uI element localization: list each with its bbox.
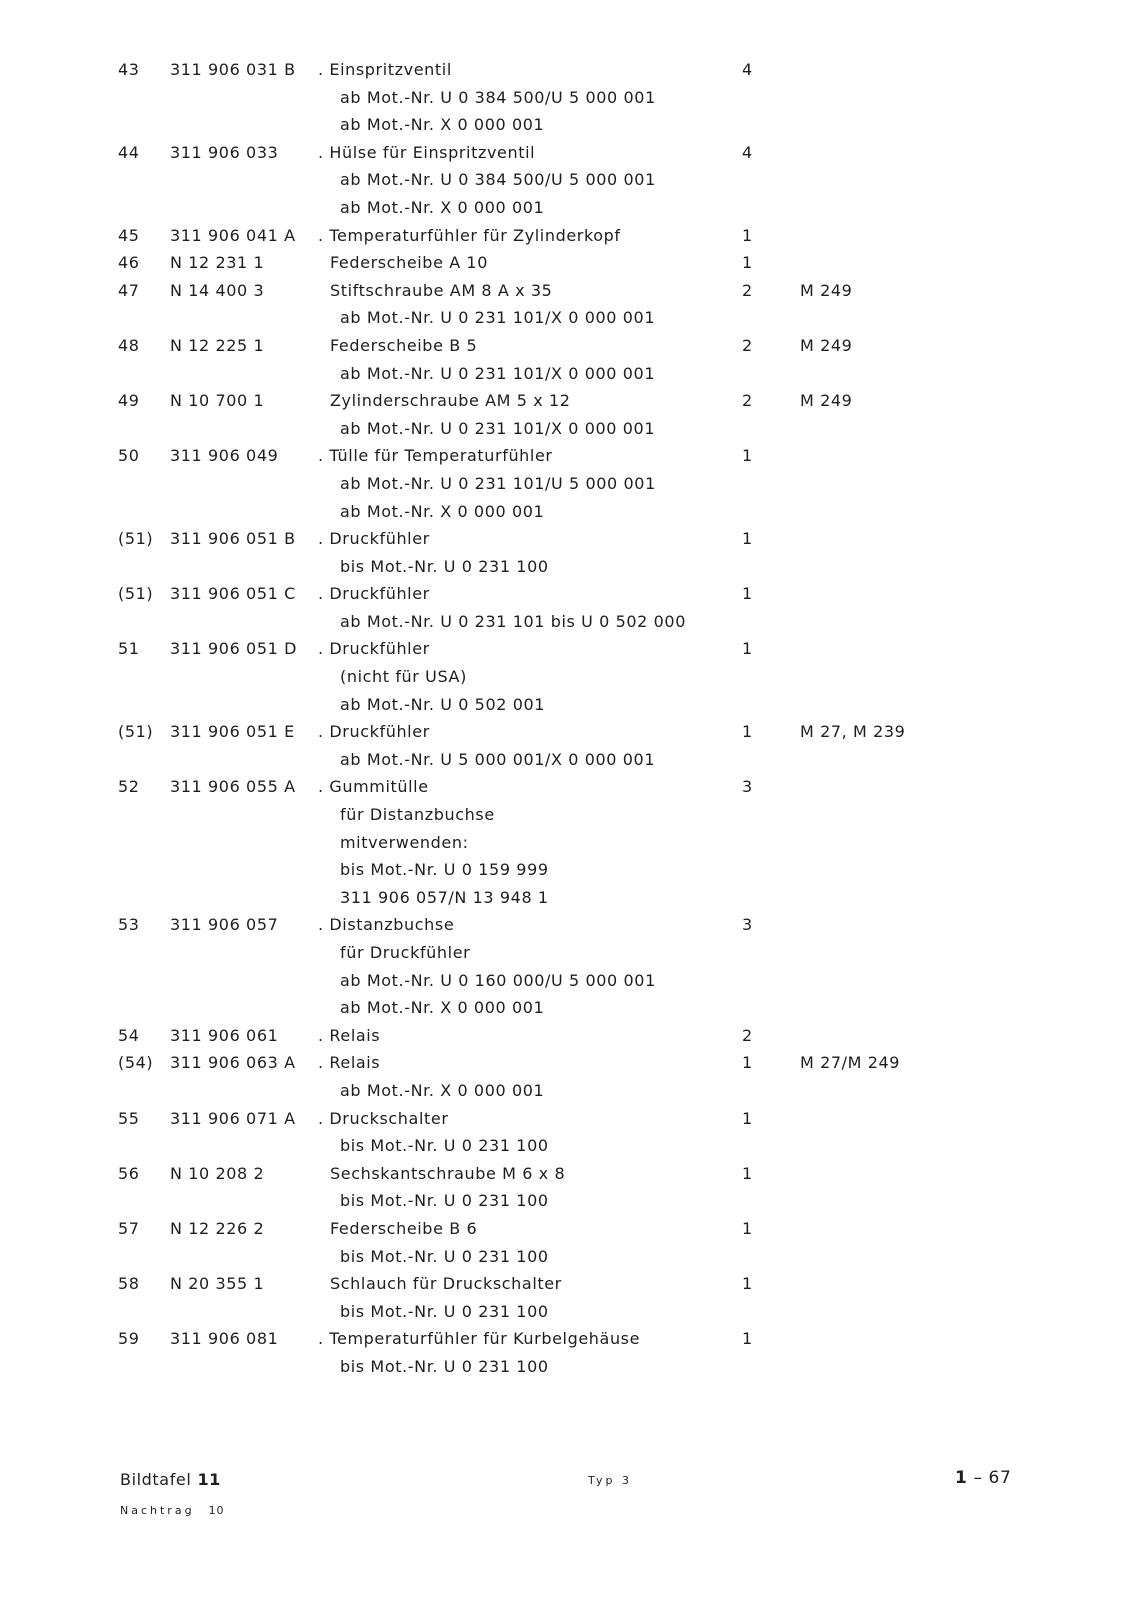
part-note: ab Mot.-Nr. X 0 000 001 bbox=[340, 998, 545, 1018]
supplement-label-text: Nachtrag bbox=[120, 1504, 195, 1517]
part-remark: M 249 bbox=[800, 280, 853, 300]
part-position: 48 bbox=[118, 335, 140, 355]
part-note: ab Mot.-Nr. U 5 000 001/X 0 000 001 bbox=[340, 749, 656, 769]
part-number: N 20 355 1 bbox=[170, 1274, 265, 1294]
part-number: N 10 700 1 bbox=[170, 391, 265, 411]
part-position: (51) bbox=[118, 529, 154, 549]
part-number: 311 906 049 bbox=[170, 446, 279, 466]
part-note: ab Mot.-Nr. X 0 000 001 bbox=[340, 197, 545, 217]
part-note: für Druckfühler bbox=[340, 943, 471, 962]
part-note: ab Mot.-Nr. U 0 502 001 bbox=[340, 694, 546, 714]
part-number: 311 906 051 B bbox=[170, 529, 296, 549]
part-sub-line bbox=[0, 194, 1139, 222]
part-remark: M 249 bbox=[800, 391, 853, 411]
part-note: (nicht für USA) bbox=[340, 667, 467, 687]
part-number: 311 906 063 A bbox=[170, 1053, 296, 1073]
part-quantity: 1 bbox=[742, 1274, 753, 1294]
part-remark: M 249 bbox=[800, 335, 853, 355]
part-description: . Tülle für Temperaturfühler bbox=[318, 446, 553, 466]
part-quantity: 4 bbox=[742, 60, 753, 79]
part-quantity: 1 bbox=[742, 1329, 753, 1349]
part-sub-line bbox=[0, 994, 1139, 1022]
part-position: 55 bbox=[118, 1108, 140, 1128]
part-row bbox=[0, 332, 1139, 360]
part-sub-line bbox=[0, 415, 1139, 443]
part-sub-line bbox=[0, 1243, 1139, 1271]
part-note: ab Mot.-Nr. U 0 231 101/U 5 000 001 bbox=[340, 473, 656, 493]
part-number: 311 906 055 A bbox=[170, 777, 296, 797]
part-row bbox=[0, 525, 1139, 553]
part-number: 311 906 051 C bbox=[170, 584, 296, 604]
part-note: ab Mot.-Nr. X 0 000 001 bbox=[340, 115, 545, 135]
part-row bbox=[0, 1105, 1139, 1133]
part-quantity: 1 bbox=[742, 446, 753, 466]
part-note: mitverwenden: bbox=[340, 832, 469, 852]
part-number: 311 906 057 bbox=[170, 915, 279, 935]
part-sub-line bbox=[0, 360, 1139, 388]
part-description: . Einspritzventil bbox=[318, 60, 452, 79]
part-description: Federscheibe B 6 bbox=[330, 1218, 478, 1238]
part-note: 311 906 057/N 13 948 1 bbox=[340, 887, 549, 907]
part-row bbox=[0, 1215, 1139, 1243]
part-note: ab Mot.-Nr. U 0 231 101/X 0 000 001 bbox=[340, 363, 656, 383]
part-remark: M 27/M 249 bbox=[800, 1053, 901, 1073]
part-description: . Distanzbuchse bbox=[318, 915, 455, 935]
part-sub-line bbox=[0, 939, 1139, 967]
part-position: (51) bbox=[118, 584, 154, 604]
part-sub-line bbox=[0, 691, 1139, 719]
part-position: (54) bbox=[118, 1053, 154, 1073]
part-row bbox=[0, 139, 1139, 167]
part-row bbox=[0, 249, 1139, 277]
part-sub-line bbox=[0, 967, 1139, 995]
part-quantity: 4 bbox=[742, 142, 753, 162]
part-sub-line bbox=[0, 856, 1139, 884]
part-row bbox=[0, 277, 1139, 305]
part-row bbox=[0, 1160, 1139, 1188]
part-sub-line bbox=[0, 829, 1139, 857]
part-number: 311 906 061 bbox=[170, 1025, 279, 1045]
part-position: 56 bbox=[118, 1163, 140, 1183]
part-row bbox=[0, 1049, 1139, 1077]
part-quantity: 1 bbox=[742, 1163, 753, 1183]
part-quantity: 1 bbox=[742, 253, 753, 273]
part-number: 311 906 051 E bbox=[170, 722, 295, 742]
part-note: ab Mot.-Nr. X 0 000 001 bbox=[340, 501, 545, 521]
part-description: . Druckfühler bbox=[318, 639, 430, 659]
part-position: (51) bbox=[118, 722, 154, 742]
part-quantity: 2 bbox=[742, 1025, 753, 1045]
part-note: ab Mot.-Nr. U 0 384 500/U 5 000 001 bbox=[340, 87, 656, 107]
part-note: ab Mot.-Nr. U 0 231 101 bis U 0 502 000 bbox=[340, 611, 686, 631]
part-sub-line bbox=[0, 1353, 1139, 1381]
part-position: 54 bbox=[118, 1025, 140, 1045]
part-sub-line bbox=[0, 304, 1139, 332]
part-number: N 12 226 2 bbox=[170, 1218, 265, 1238]
part-note: für Distanzbuchse bbox=[340, 805, 495, 825]
part-row bbox=[0, 387, 1139, 415]
part-note: bis Mot.-Nr. U 0 231 100 bbox=[340, 1246, 549, 1266]
part-quantity: 3 bbox=[742, 777, 753, 797]
part-note: ab Mot.-Nr. U 0 384 500/U 5 000 001 bbox=[340, 170, 656, 190]
supplement-number: 10 bbox=[208, 1504, 225, 1517]
page-number-suffix: – 67 bbox=[973, 1468, 1012, 1488]
part-description: Federscheibe B 5 bbox=[330, 335, 478, 355]
part-position: 57 bbox=[118, 1218, 140, 1238]
parts-list bbox=[0, 56, 1139, 1381]
part-description: . Relais bbox=[318, 1053, 381, 1073]
part-description: . Relais bbox=[318, 1025, 381, 1045]
part-description: . Druckschalter bbox=[318, 1108, 449, 1128]
part-quantity: 1 bbox=[742, 584, 753, 604]
part-number: 311 906 033 bbox=[170, 142, 279, 162]
part-number: 311 906 081 bbox=[170, 1329, 279, 1349]
part-sub-line bbox=[0, 1132, 1139, 1160]
part-description: . Temperaturfühler für Zylinderkopf bbox=[318, 225, 621, 245]
part-row bbox=[0, 718, 1139, 746]
plate-label bbox=[120, 1470, 221, 1489]
part-quantity: 1 bbox=[742, 1053, 753, 1073]
part-row bbox=[0, 911, 1139, 939]
part-sub-line bbox=[0, 746, 1139, 774]
part-note: ab Mot.-Nr. U 0 231 101/X 0 000 001 bbox=[340, 418, 656, 438]
part-quantity: 2 bbox=[742, 391, 753, 411]
part-quantity: 1 bbox=[742, 639, 753, 659]
part-row bbox=[0, 773, 1139, 801]
part-position: 58 bbox=[118, 1274, 140, 1294]
part-row bbox=[0, 56, 1139, 84]
part-sub-line bbox=[0, 1077, 1139, 1105]
supplement-label bbox=[120, 1504, 225, 1517]
part-quantity: 1 bbox=[742, 1218, 753, 1238]
part-position: 52 bbox=[118, 777, 140, 797]
part-sub-line bbox=[0, 553, 1139, 581]
part-description: Sechskantschraube M 6 x 8 bbox=[330, 1163, 566, 1183]
part-description: . Druckfühler bbox=[318, 529, 430, 549]
part-description: . Temperaturfühler für Kurbelgehäuse bbox=[318, 1329, 641, 1349]
part-sub-line bbox=[0, 1298, 1139, 1326]
part-position: 59 bbox=[118, 1329, 140, 1349]
part-quantity: 1 bbox=[742, 529, 753, 549]
part-sub-line bbox=[0, 111, 1139, 139]
part-number: N 12 225 1 bbox=[170, 335, 265, 355]
part-quantity: 1 bbox=[742, 225, 753, 245]
plate-label-text: Bildtafel bbox=[120, 1470, 192, 1489]
type-label: Typ 3 bbox=[588, 1474, 632, 1487]
part-note: ab Mot.-Nr. U 0 231 101/X 0 000 001 bbox=[340, 308, 656, 328]
part-note: bis Mot.-Nr. U 0 231 100 bbox=[340, 1136, 549, 1156]
part-position: 45 bbox=[118, 225, 140, 245]
part-description: Federscheibe A 10 bbox=[330, 253, 488, 273]
part-note: bis Mot.-Nr. U 0 231 100 bbox=[340, 1356, 549, 1376]
page-number bbox=[955, 1468, 1011, 1488]
part-sub-line bbox=[0, 801, 1139, 829]
part-row bbox=[0, 1270, 1139, 1298]
part-sub-line bbox=[0, 84, 1139, 112]
part-description: . Hülse für Einspritzventil bbox=[318, 142, 536, 162]
part-note: bis Mot.-Nr. U 0 159 999 bbox=[340, 860, 549, 880]
part-sub-line bbox=[0, 470, 1139, 498]
part-note: ab Mot.-Nr. X 0 000 001 bbox=[340, 1080, 545, 1100]
part-description: . Druckfühler bbox=[318, 722, 430, 742]
part-sub-line bbox=[0, 663, 1139, 691]
part-description: Stiftschraube AM 8 A x 35 bbox=[330, 280, 553, 300]
part-description: . Gummitülle bbox=[318, 777, 429, 797]
part-sub-line bbox=[0, 1187, 1139, 1215]
part-number: 311 906 031 B bbox=[170, 60, 296, 79]
part-description: Zylinderschraube AM 5 x 12 bbox=[330, 391, 571, 411]
part-position: 49 bbox=[118, 391, 140, 411]
part-row bbox=[0, 222, 1139, 250]
part-quantity: 1 bbox=[742, 722, 753, 742]
part-sub-line bbox=[0, 608, 1139, 636]
part-row bbox=[0, 635, 1139, 663]
part-row bbox=[0, 442, 1139, 470]
part-number: 311 906 041 A bbox=[170, 225, 296, 245]
part-number: N 12 231 1 bbox=[170, 253, 265, 273]
part-position: 50 bbox=[118, 446, 140, 466]
part-note: bis Mot.-Nr. U 0 231 100 bbox=[340, 1301, 549, 1321]
part-quantity: 1 bbox=[742, 1108, 753, 1128]
part-quantity: 2 bbox=[742, 335, 753, 355]
part-sub-line bbox=[0, 884, 1139, 912]
part-number: N 14 400 3 bbox=[170, 280, 265, 300]
part-row bbox=[0, 1022, 1139, 1050]
page-number-prefix: 1 bbox=[955, 1468, 968, 1488]
part-sub-line bbox=[0, 498, 1139, 526]
part-position: 44 bbox=[118, 142, 140, 162]
part-row bbox=[0, 1325, 1139, 1353]
part-number: 311 906 051 D bbox=[170, 639, 297, 659]
plate-number: 11 bbox=[197, 1470, 221, 1489]
part-quantity: 3 bbox=[742, 915, 753, 935]
part-note: bis Mot.-Nr. U 0 231 100 bbox=[340, 556, 549, 576]
part-sub-line bbox=[0, 166, 1139, 194]
part-remark: M 27, M 239 bbox=[800, 722, 906, 742]
part-position: 43 bbox=[118, 60, 140, 79]
part-description: Schlauch für Druckschalter bbox=[330, 1274, 562, 1294]
part-quantity: 2 bbox=[742, 280, 753, 300]
part-position: 47 bbox=[118, 280, 140, 300]
part-position: 53 bbox=[118, 915, 140, 935]
part-note: bis Mot.-Nr. U 0 231 100 bbox=[340, 1191, 549, 1211]
part-number: 311 906 071 A bbox=[170, 1108, 296, 1128]
part-position: 51 bbox=[118, 639, 140, 659]
part-number: N 10 208 2 bbox=[170, 1163, 265, 1183]
part-note: ab Mot.-Nr. U 0 160 000/U 5 000 001 bbox=[340, 970, 656, 990]
part-row bbox=[0, 580, 1139, 608]
part-position: 46 bbox=[118, 253, 140, 273]
part-description: . Druckfühler bbox=[318, 584, 430, 604]
